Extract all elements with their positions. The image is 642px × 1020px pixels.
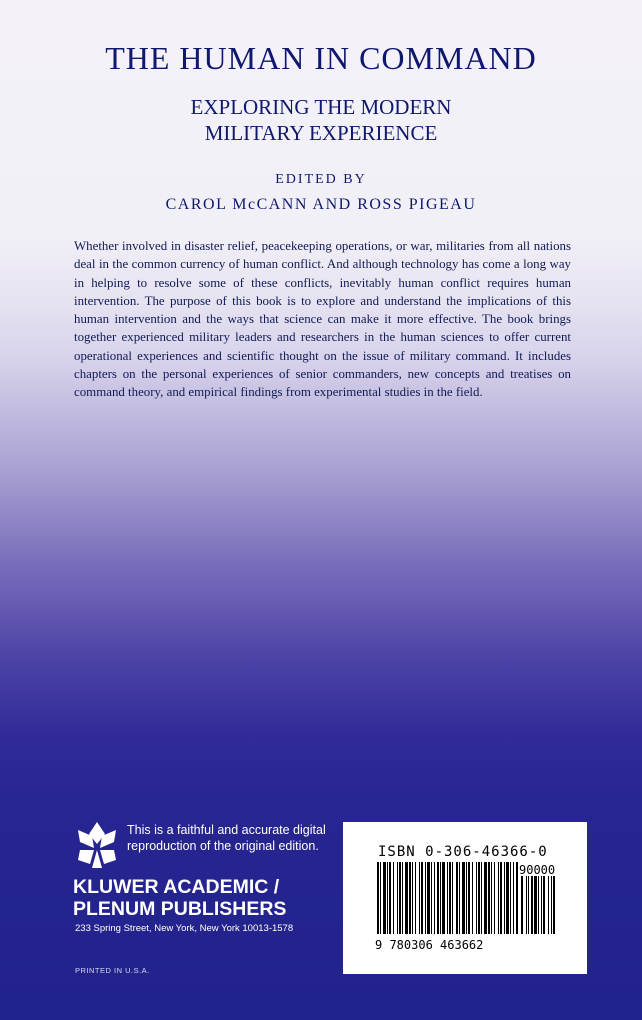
barcode-bar [510, 862, 511, 934]
barcode-bar [415, 862, 416, 934]
barcode-bar [488, 862, 490, 934]
barcode-bar [506, 862, 509, 934]
barcode-bar [405, 862, 408, 934]
barcode-bar [431, 862, 432, 934]
book-subtitle [0, 94, 642, 146]
reproduction-note-line-2: reproduction of the original edition. [127, 839, 319, 853]
book-description: Whether involved in disaster relief, peacekeeping operations, or war, militaries from all nations deal in the common currency of human conflict. And although technology has come a long way in helping to resolve some of these conflicts, inevitably human conflict requires human intervention. The purpose of this book is to explore and understand the implications of this human intervention and the ways that science can make it more effective. The book brings together experienced military leaders and researchers in the human sciences to offer current operational experiences and scientific thought on the issue of military command. It includes chapters on the personal experiences of senior commanders, new concepts and treatises on command theory, and empirical findings from experimental studies in the field. [74, 239, 571, 400]
barcode-bar [462, 862, 465, 934]
barcode-bar [472, 862, 473, 934]
barcode-bar [494, 862, 495, 934]
barcode-bar [476, 862, 477, 934]
barcode-bar [459, 862, 460, 934]
barcode-bar [481, 862, 482, 934]
barcode-bar [437, 862, 439, 934]
barcode-addon-digits: 90000 [519, 863, 556, 877]
barcode-panel [343, 822, 587, 974]
barcode-bar [498, 862, 499, 934]
printed-in-label: PRINTED IN U.S.A. [75, 966, 150, 975]
kluwer-star-logo-icon [74, 820, 120, 870]
barcode-addon-bar [534, 876, 537, 934]
barcode-bar [468, 862, 470, 934]
subtitle-line-1: EXPLORING THE MODERN [190, 95, 452, 119]
barcode-addon-bar [548, 876, 549, 934]
barcode-addon-bar [553, 876, 555, 934]
barcode-addon-bar [526, 876, 527, 934]
barcode-addon-bar [528, 876, 529, 934]
barcode-bar [466, 862, 467, 934]
reproduction-note [127, 822, 342, 854]
barcode-bar [449, 862, 451, 934]
editors-names: CAROL McCANN AND ROSS PIGEAU [165, 196, 477, 213]
subtitle-line-2: MILITARY EXPERIENCE [204, 121, 438, 145]
barcode-bar [402, 862, 403, 934]
barcode-bar [434, 862, 435, 934]
barcode-bar [383, 862, 386, 934]
barcode-bar [409, 862, 411, 934]
isbn-label: ISBN 0-306-46366-0 [378, 844, 548, 860]
barcode-bar [380, 862, 381, 934]
barcode-bar [412, 862, 413, 934]
barcode-bar [484, 862, 487, 934]
barcode-bar [491, 862, 492, 934]
publisher-name [73, 876, 286, 920]
barcode-bar [393, 862, 394, 934]
barcode-bar [513, 862, 514, 934]
barcode-bar [397, 862, 398, 934]
barcode-bar [419, 862, 420, 934]
barcode-bar [452, 862, 453, 934]
barcode-bar [504, 862, 505, 934]
barcode-bar [442, 862, 445, 934]
edited-by-label: EDITED BY [275, 172, 367, 187]
barcode-addon-bar [543, 876, 545, 934]
publisher-line-2: PLENUM PUBLISHERS [73, 898, 287, 920]
ean-digits: 9 780306 463662 [375, 938, 484, 952]
barcode-bar [387, 862, 388, 934]
barcode-bar [478, 862, 480, 934]
reproduction-note-line-1: This is a faithful and accurate digital [127, 823, 326, 837]
barcode-bar [389, 862, 391, 934]
barcode-bar [399, 862, 401, 934]
publisher-address: 233 Spring Street, New York, New York 10013-1578 [75, 923, 294, 934]
barcode-addon-bar [538, 876, 539, 934]
barcode-bar [440, 862, 441, 934]
barcode-addon-bar [531, 876, 533, 934]
barcode-addon-bar [551, 876, 552, 934]
barcode-bar [500, 862, 502, 934]
barcode-bar [377, 862, 379, 934]
barcode-bar [427, 862, 430, 934]
barcode-bar [425, 862, 426, 934]
barcode-bar [516, 862, 518, 934]
barcode-bar [456, 862, 458, 934]
publisher-line-1: KLUWER ACADEMIC / [73, 876, 280, 898]
barcode-bar [447, 862, 448, 934]
barcode-bar [421, 862, 423, 934]
book-title: THE HUMAN IN COMMAND [105, 40, 537, 76]
barcode-addon-bar [541, 876, 542, 934]
barcode-addon-bar [521, 876, 523, 934]
